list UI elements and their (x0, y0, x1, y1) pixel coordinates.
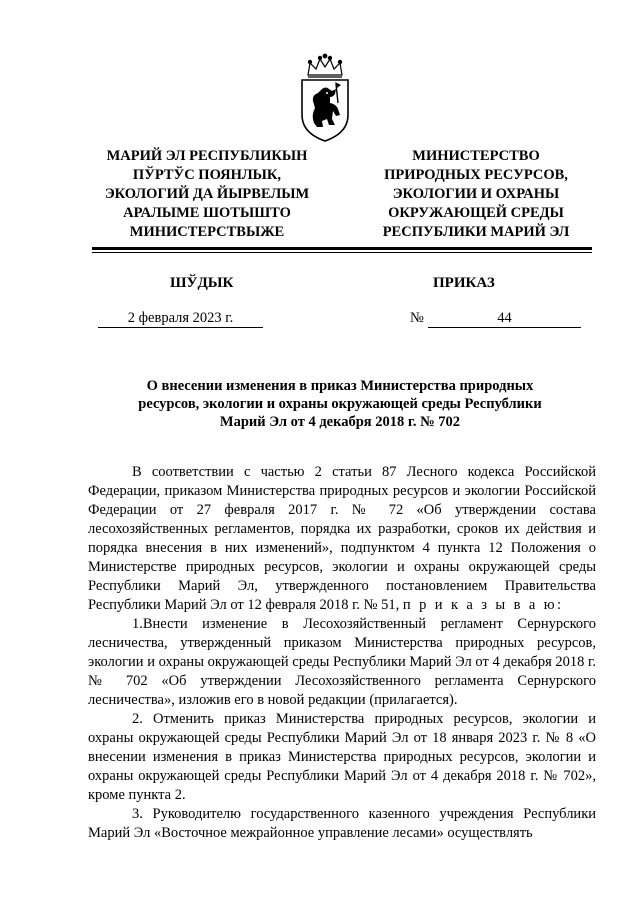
header-right-line: ПРИРОДНЫХ РЕСУРСОВ, (384, 167, 568, 183)
header-left-mari (92, 147, 322, 242)
preamble-text: В соответствии с частью 2 статьи 87 Лесного кодекса Российской Федерации, приказом Министерства природных ресурсов и экологии Российской Федерации от 27 февраля 2017 г. № 72 «Об утверждении состава лесохозяйственных регламентов, порядка их разработки, сроков их действия и порядка внесения в них изменений», подпунктом 4 пункта 12 Положения о Министерстве природных ресурсов, экологии и охраны окружающей среды Республики Марий Эл, утвержденного постановлением Правительства Республики Марий Эл от 12 февраля 2018 г. № 51, (88, 464, 596, 613)
title-line: О внесении изменения в приказ Министерства природных (146, 378, 534, 394)
header-left-line: МАРИЙ ЭЛ РЕСПУБЛИКЫН (106, 148, 308, 164)
header-left-line: АРАЛЫМЕ ШОТЫШТО (123, 205, 291, 221)
header-right-russian (358, 147, 594, 242)
header-divider-thick (92, 247, 592, 250)
header-right-line: ОКРУЖАЮЩЕЙ СРЕДЫ (388, 205, 564, 221)
order-item: 1.Внести изменение в Лесохозяйственный регламент Сернурского лесничества, утвержденный приказом Министерства природных ресурсов, экологии и охраны окружающей среды Республики Марий Эл от 4 декабря 2018 г. № 702 «Об утверждении Лесохозяйственного регламента Сернурского лесничества», изложив его в новой редакции (прилагается). (88, 616, 596, 708)
doc-type-mari: ШЎДЫК (170, 275, 234, 291)
document-body (88, 463, 596, 843)
header-left-line: МИНИСТЕРСТВЫЖЕ (129, 224, 285, 240)
order-item: 2. Отменить приказ Министерства природных ресурсов, экологии и охраны окружающей среды Республики Марий Эл от 18 января 2023 г. № 8 «О внесении изменения в приказ Министерства природных ресурсов, экологии и охраны окружающей среды Республики Марий Эл от 4 декабря 2018 г. № 702», кроме пункта 2. (88, 711, 596, 803)
header-divider-thin (92, 252, 592, 253)
document-title (100, 377, 580, 431)
doc-type-russian: ПРИКАЗ (433, 275, 495, 291)
header-left-line: ЭКОЛОГИЙ ДА ЙЫРВЕЛЫМ (104, 186, 310, 202)
preamble-paragraph (88, 463, 596, 615)
title-line: Марий Эл от 4 декабря 2018 г. № 702 (219, 414, 461, 430)
title-line: ресурсов, экологии и охраны окружающей среды Республики (138, 396, 542, 412)
order-date: 2 февраля 2023 г. (98, 310, 263, 328)
header-right-line: ЭКОЛОГИИ И ОХРАНЫ (392, 186, 560, 202)
number-sign: № (410, 310, 424, 326)
header-right-line: РЕСПУБЛИКИ МАРИЙ ЭЛ (382, 224, 570, 240)
coat-of-arms-emblem (296, 53, 354, 145)
order-word: п р и к а з ы в а ю: (402, 597, 564, 613)
header-right-line: МИНИСТЕРСТВО (412, 148, 540, 164)
header-left-line: ПЎРТЎС ПОЯНЛЫК, (132, 167, 282, 183)
crown-icon (308, 54, 342, 77)
order-number: 44 (428, 310, 581, 328)
bear-icon (313, 88, 340, 128)
order-item: 3. Руководителю государственного казенного учреждения Республики Марий Эл «Восточное межрайонное управление лесами» осуществлять (88, 806, 596, 841)
